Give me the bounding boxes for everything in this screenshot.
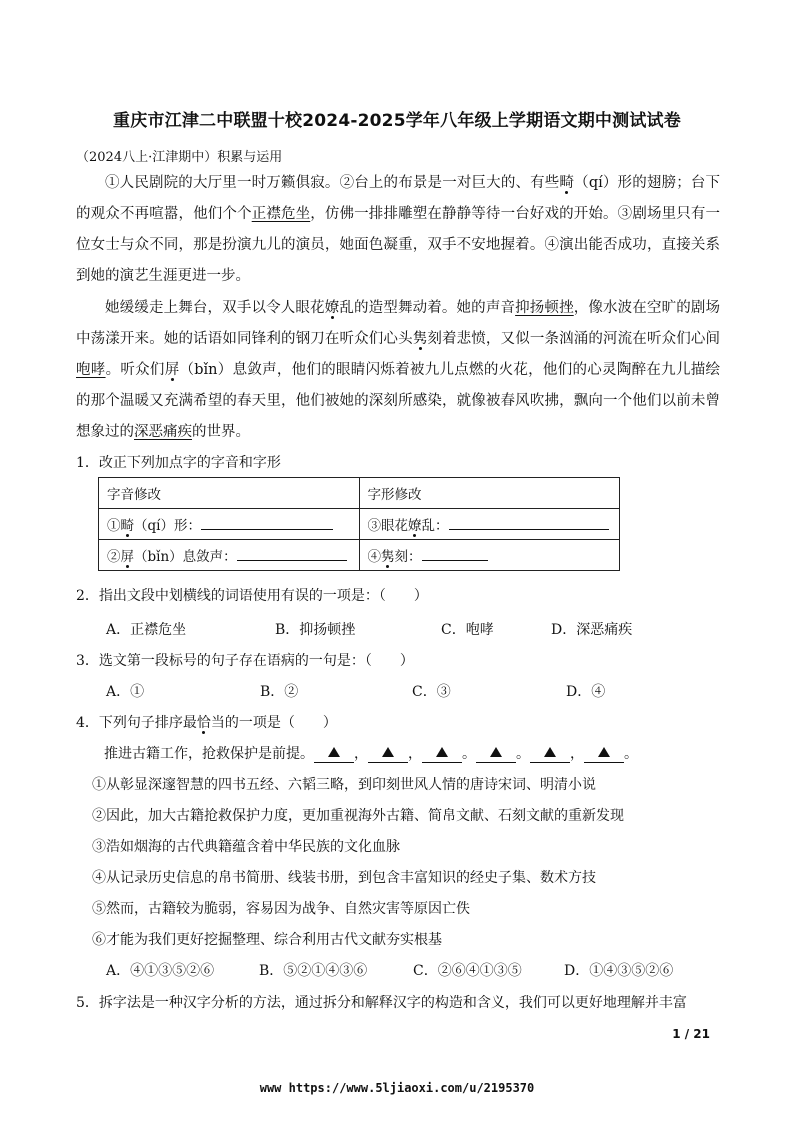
option-a[interactable]: A．① (106, 684, 145, 700)
table-header-pronunciation: 字音修改 (99, 478, 360, 509)
triangle-marker-icon (598, 747, 610, 757)
answer-blank[interactable] (201, 515, 333, 530)
triangle-marker-icon (328, 747, 340, 757)
underlined-term: 深恶痛疾 (134, 424, 192, 440)
table-cell: ③眼花嫽乱： (359, 509, 620, 540)
underlined-term: 咆哮 (76, 362, 106, 378)
option-d[interactable]: D．深恶痛疾 (551, 622, 633, 638)
triangle-marker-icon (382, 747, 394, 757)
blank-slot[interactable] (530, 746, 570, 763)
blank-slot[interactable] (422, 746, 462, 763)
option-a[interactable]: A．正襟危坐 (106, 622, 187, 638)
table-header-character: 字形修改 (359, 478, 620, 509)
answer-blank[interactable] (422, 546, 488, 561)
blank-slot[interactable] (584, 746, 624, 763)
exam-title: 重庆市江津二中联盟十校2024-2025学年八年级上学期语文期中测试试卷 (113, 111, 681, 131)
footer-url[interactable]: www https://www.5ljiaoxi.com/u/2195370 (259, 1081, 535, 1095)
option-b[interactable]: B．② (260, 684, 299, 700)
option-c[interactable]: C．②⑥④①③⑤ (413, 963, 522, 979)
option-a[interactable]: A．④①③⑤②⑥ (106, 963, 215, 979)
question-3-stem: 3．选文第一段标号的句子存在语病的一句是：（ ） (76, 653, 414, 669)
option-b[interactable]: B．抑扬顿挫 (275, 622, 356, 638)
dotted-char: 嫽 (324, 300, 340, 316)
table-cell: ①畸（qí）形： (99, 509, 360, 540)
answer-blank[interactable] (237, 546, 347, 561)
list-item: ②因此，加大古籍抢救保护力度，更加重视海外古籍、简帛文献、石刻文献的重新发现 (92, 808, 624, 824)
list-item: ⑥才能为我们更好挖掘整理、综合利用古代文献夯实根基 (92, 932, 442, 948)
option-d[interactable]: D．①④③⑤②⑥ (564, 963, 674, 979)
table-cell: ②屏（bǐn）息敛声： (99, 540, 360, 571)
blank-slot[interactable] (314, 746, 354, 763)
ordering-sentence: 推进古籍工作，抢救保护是前提。 ， ， 。 。 ， 。 (104, 746, 638, 762)
section-label: （2024八上·江津期中）积累与运用 (76, 150, 283, 165)
passage-paragraph-2: 她缓缓走上舞台，双手以令人眼花嫽乱的造型舞动着。她的声音抑扬顿挫，像水波在空旷的剧场中荡漾开来。她的话语如同锋利的钢刀在听众们心头隽刻着悲愤，又似一条汹涌的河流在听众们心间咆哮。听众们屏（bǐn）息敛声，他们的眼睛闪烁着被九儿点燃的火花，他们的心灵陶醉在九儿描绘的那个温暖又充满希望的春天里，他们被她的深刻所感染，就像被春风吹拂，飘向一个他们以前未曾想象过的深恶痛疾的世界。 (76, 300, 721, 440)
list-item: ③浩如烟海的古代典籍蕴含着中华民族的文化血脉 (92, 839, 400, 855)
question-2-stem: 2．指出文段中划横线的词语使用有误的一项是：（ ） (76, 588, 428, 604)
table-cell: ④隽刻： (359, 540, 620, 571)
underlined-term: 抑扬顿挫 (515, 300, 574, 316)
passage-paragraph-1: ①人民剧院的大厅里一时万籁俱寂。②台上的布景是一对巨大的、有些畸（qí）形的翅膀；台下的观众不再喧嚣，他们个个正襟危坐，仿佛一排排雕塑在静静等待一台好戏的开始。③剧场里只有一位女士与众不同，那是扮演九儿的演员，她面色凝重，双手不安地握着。④演出能否成功，直接关系到她的演艺生涯更进一步。 (76, 175, 721, 284)
option-c[interactable]: C．咆哮 (441, 622, 494, 638)
triangle-marker-icon (436, 747, 448, 757)
question-5-stem: 5．拆字法是一种汉字分析的方法，通过拆分和解释汉字的构造和含义，我们可以更好地理解并丰富 (76, 995, 687, 1011)
list-item: ①从彰显深邃智慧的四书五经、六韬三略，到印刻世风人情的唐诗宋词、明清小说 (92, 777, 596, 793)
option-d[interactable]: D．④ (566, 684, 606, 700)
dotted-char: 隽 (412, 331, 428, 347)
list-item: ⑤然而，古籍较为脆弱，容易因为战争、自然灾害等原因亡佚 (92, 901, 470, 917)
dotted-char: 畸 (559, 175, 575, 191)
triangle-marker-icon (544, 747, 556, 757)
page-number: 1 / 21 (672, 1027, 710, 1041)
question-4-stem: 4．下列句子排序最恰当的一项是（ ） (76, 715, 337, 731)
dotted-phrase: 最恰当 (182, 715, 225, 731)
option-b[interactable]: B．⑤②①④③⑥ (259, 963, 368, 979)
option-c[interactable]: C．③ (412, 684, 451, 700)
list-item: ④从记录历史信息的帛书简册、线装书册，到包含丰富知识的经史子集、数术方技 (92, 870, 596, 886)
answer-blank[interactable] (449, 515, 609, 530)
blank-slot[interactable] (368, 746, 408, 763)
blank-slot[interactable] (476, 746, 516, 763)
underlined-term: 正襟危坐 (251, 206, 311, 222)
question-1-stem: 1．改正下列加点字的字音和字形 (76, 455, 281, 471)
dotted-char: 屏 (164, 362, 180, 378)
correction-table (98, 477, 620, 571)
triangle-marker-icon (490, 747, 502, 757)
